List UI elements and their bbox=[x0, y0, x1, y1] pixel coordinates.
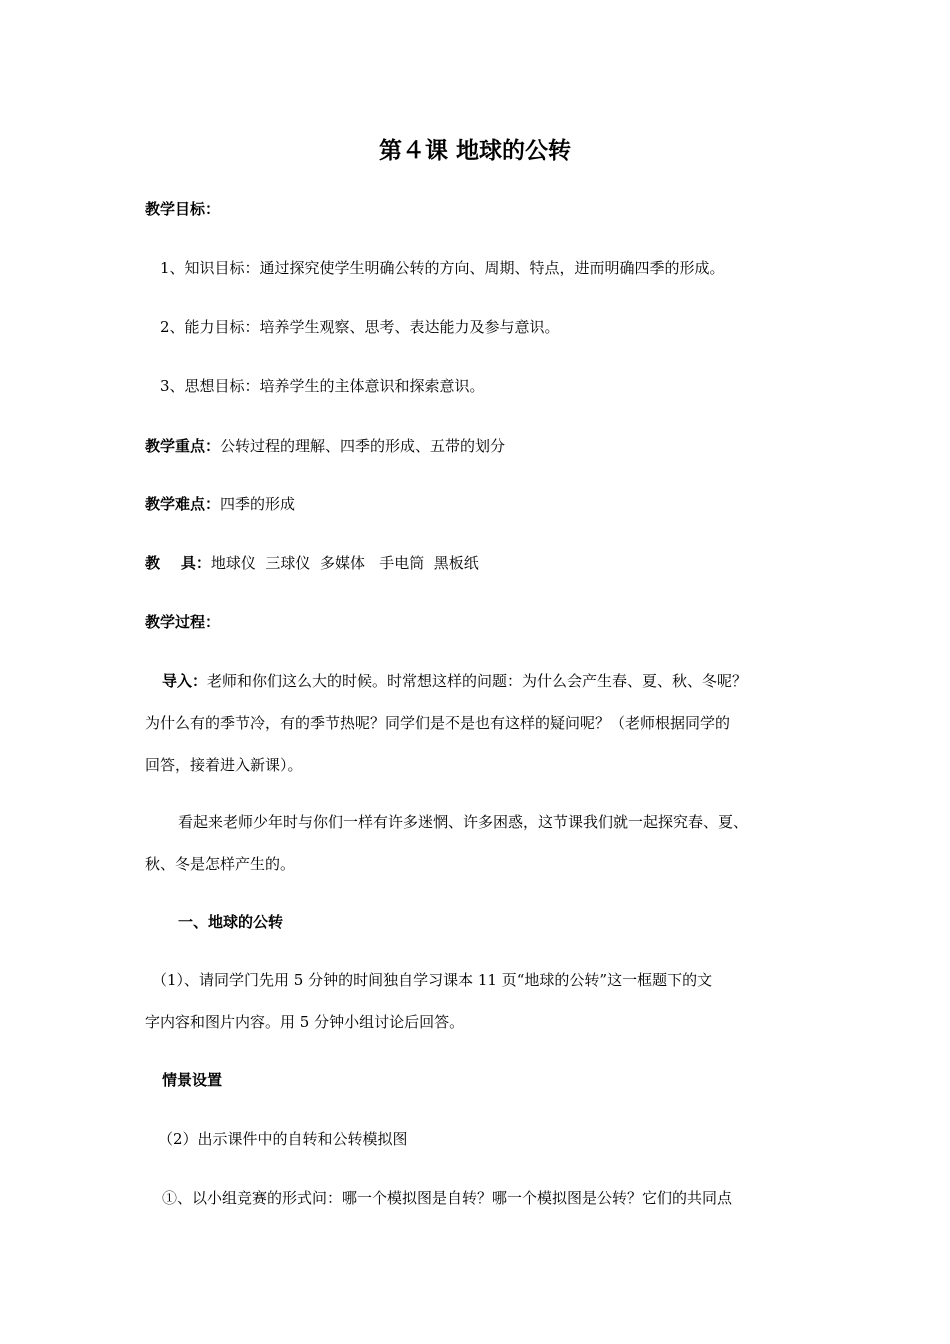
difficult-points-text: 四季的形成 bbox=[220, 495, 296, 513]
difficult-points-label: 教学难点： bbox=[145, 495, 221, 513]
objectives-heading: 教学目标： bbox=[145, 200, 221, 218]
step3-text: ①、以小组竞赛的形式问：哪一个模拟图是自转？哪一个模拟图是公转？它们的共同点 bbox=[162, 1189, 733, 1207]
key-points bbox=[145, 436, 505, 456]
intro-line-1 bbox=[162, 671, 747, 691]
objective-ability: 2、能力目标：培养学生观察、思考、表达能力及参与意识。 bbox=[160, 318, 560, 336]
step1-line-1: （1）、请同学门先用 5 分钟的时间独自学习课本 11 页“地球的公转”这一框题下的文 bbox=[152, 971, 713, 989]
intro-label: 导入： bbox=[162, 672, 208, 690]
intro-line-3: 回答，接着进入新课）。 bbox=[145, 756, 303, 774]
objective-knowledge: 1、知识目标：通过探究使学生明确公转的方向、周期、特点，进而明确四季的形成。 bbox=[160, 259, 725, 277]
step2-text: （2）出示课件中的自转和公转模拟图 bbox=[158, 1130, 408, 1148]
key-points-text: 公转过程的理解、四季的形成、五带的划分 bbox=[220, 437, 506, 455]
key-points-label: 教学重点： bbox=[145, 437, 221, 455]
step1-line-2: 字内容和图片内容。用 5 分钟小组讨论后回答。 bbox=[145, 1013, 465, 1031]
tools-text: 地球仪 三球仪 多媒体 手电筒 黑板纸 bbox=[210, 554, 479, 572]
intro-line-2: 为什么有的季节冷，有的季节热呢？同学们是不是也有这样的疑问呢？（老师根据同学的 bbox=[145, 714, 731, 732]
section1-heading: 一、地球的公转 bbox=[178, 913, 284, 931]
intro-text-1: 老师和你们这么大的时候。时常想这样的问题：为什么会产生春、夏、秋、冬呢？ bbox=[207, 672, 748, 690]
lesson-title: 第４课 地球的公转 bbox=[378, 138, 571, 164]
objective-thought: 3、思想目标：培养学生的主体意识和探索意识。 bbox=[160, 377, 485, 395]
process-heading: 教学过程： bbox=[145, 613, 221, 631]
para2-line-1: 看起来老师少年时与你们一样有许多迷惘、许多困惑，这节课我们就一起探究春、夏、 bbox=[178, 813, 749, 831]
scenario-heading: 情景设置 bbox=[162, 1071, 223, 1089]
difficult-points bbox=[145, 494, 295, 514]
tools-label: 教 具： bbox=[145, 554, 211, 572]
teaching-tools bbox=[145, 553, 479, 573]
para2-line-2: 秋、冬是怎样产生的。 bbox=[145, 855, 296, 873]
